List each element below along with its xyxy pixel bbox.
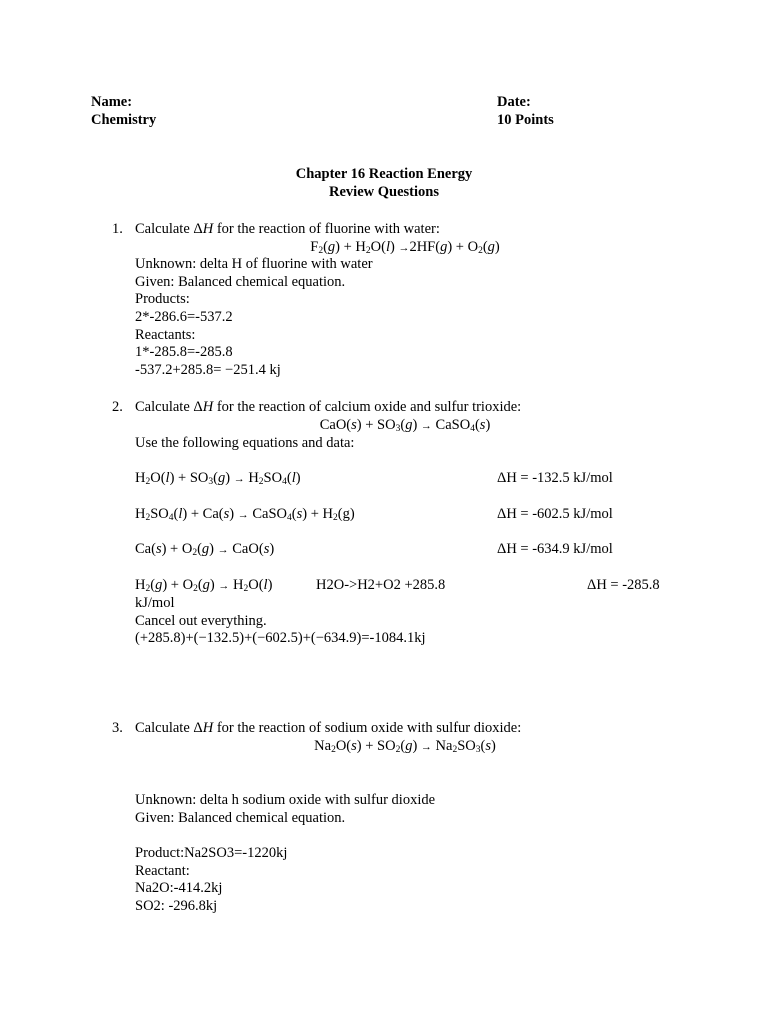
chapter-title: Chapter 16 Reaction Energy bbox=[295, 166, 473, 182]
answer-line: (+285.8)+(−132.5)+(−602.5)+(−634.9)=-1084.1kj bbox=[135, 630, 426, 647]
answer-line: 2*-286.6=-537.2 bbox=[135, 309, 233, 326]
chapter-subtitle: Review Questions bbox=[329, 184, 439, 200]
question-1-equation: $F_2(g) + H_2O(l) \to 2HF(g) + O_2(g)$ bbox=[310, 239, 500, 256]
question-1-number: 1. bbox=[112, 221, 123, 237]
date-label: Date: bbox=[497, 94, 531, 110]
question-3-equation: $Na_2O(s) + SO_2(g) \to Na_2SO_3(s)$ bbox=[314, 738, 496, 755]
equation-row-2 bbox=[135, 506, 675, 524]
delta-h-4: ΔH = -285.8 bbox=[587, 577, 660, 593]
delta-h-4-unit: kJ/mol bbox=[135, 595, 175, 611]
delta-h-1: ΔH = -132.5 kJ/mol bbox=[497, 470, 613, 486]
subject-label: Chemistry bbox=[91, 112, 157, 128]
equation-1: $H_2O(l) + SO_3(g) \to H_2SO_4(l)$ bbox=[135, 470, 301, 487]
equation-3: $Ca(s) + O_2(g) \to CaO(s)$ bbox=[135, 541, 275, 558]
question-2-instruction: Use the following equations and data: bbox=[135, 435, 355, 451]
answer-line: SO2: -296.8kj bbox=[135, 898, 218, 915]
question-2-number: 2. bbox=[112, 399, 123, 415]
equation-4-note: H2O->H2+O2 +285.8 bbox=[316, 577, 446, 593]
answer-line: Unknown: delta H of fluorine with water bbox=[135, 256, 373, 272]
answer-line: Given: Balanced chemical equation. bbox=[135, 273, 346, 290]
unknown-line: Unknown: delta h sodium oxide with sulfur dioxide bbox=[135, 792, 436, 808]
equation-row-1 bbox=[135, 470, 675, 488]
question-1-answer bbox=[135, 256, 373, 380]
equation-row-4 bbox=[135, 577, 695, 595]
points-label: 10 Points bbox=[497, 112, 554, 128]
equation-2: $H_2SO_4(l) + Ca(s)$ → CaSO$_4$(s) + $H_2(g)$ bbox=[135, 506, 355, 523]
answer-line: Reactants: bbox=[135, 326, 196, 343]
given-line: Given: Balanced chemical equation. bbox=[135, 809, 346, 826]
answer-line: Reactant: bbox=[135, 862, 190, 879]
question-3-number: 3. bbox=[112, 720, 123, 736]
equation-row-3 bbox=[135, 541, 675, 559]
question-2-equation: $CaO(s) + SO_3(g)$ → CaSO$_4$(s) bbox=[319, 417, 491, 434]
answer-line: Na2O:-414.2kj bbox=[135, 880, 223, 897]
equation-4: $H_2(g) + O_2(g) \to H_2O(l)$ bbox=[135, 577, 273, 594]
answer-line: Cancel out everything. bbox=[135, 612, 267, 629]
delta-h-3: ΔH = -634.9 kJ/mol bbox=[497, 541, 613, 557]
delta-h-2: ΔH = -602.5 kJ/mol bbox=[497, 506, 613, 522]
question-2-answer bbox=[135, 595, 426, 648]
name-label: Name: bbox=[91, 94, 133, 110]
answer-line: 1*-285.8=-285.8 bbox=[135, 344, 233, 361]
question-3-prompt: Calculate ΔH for the reaction of sodium oxide with sulfur dioxide: bbox=[135, 720, 522, 736]
answer-line: Product:Na2SO3=-1220kj bbox=[135, 845, 288, 861]
question-3-answer bbox=[135, 845, 287, 916]
question-3-given bbox=[135, 792, 435, 827]
answer-line: -537.2+285.8= −251.4 kj bbox=[135, 362, 281, 379]
question-2-prompt: Calculate ΔH for the reaction of calcium oxide and sulfur trioxide: bbox=[135, 399, 522, 415]
question-1-prompt: Calculate ΔH for the reaction of fluorine with water: bbox=[135, 221, 440, 237]
answer-line: Products: bbox=[135, 291, 190, 308]
